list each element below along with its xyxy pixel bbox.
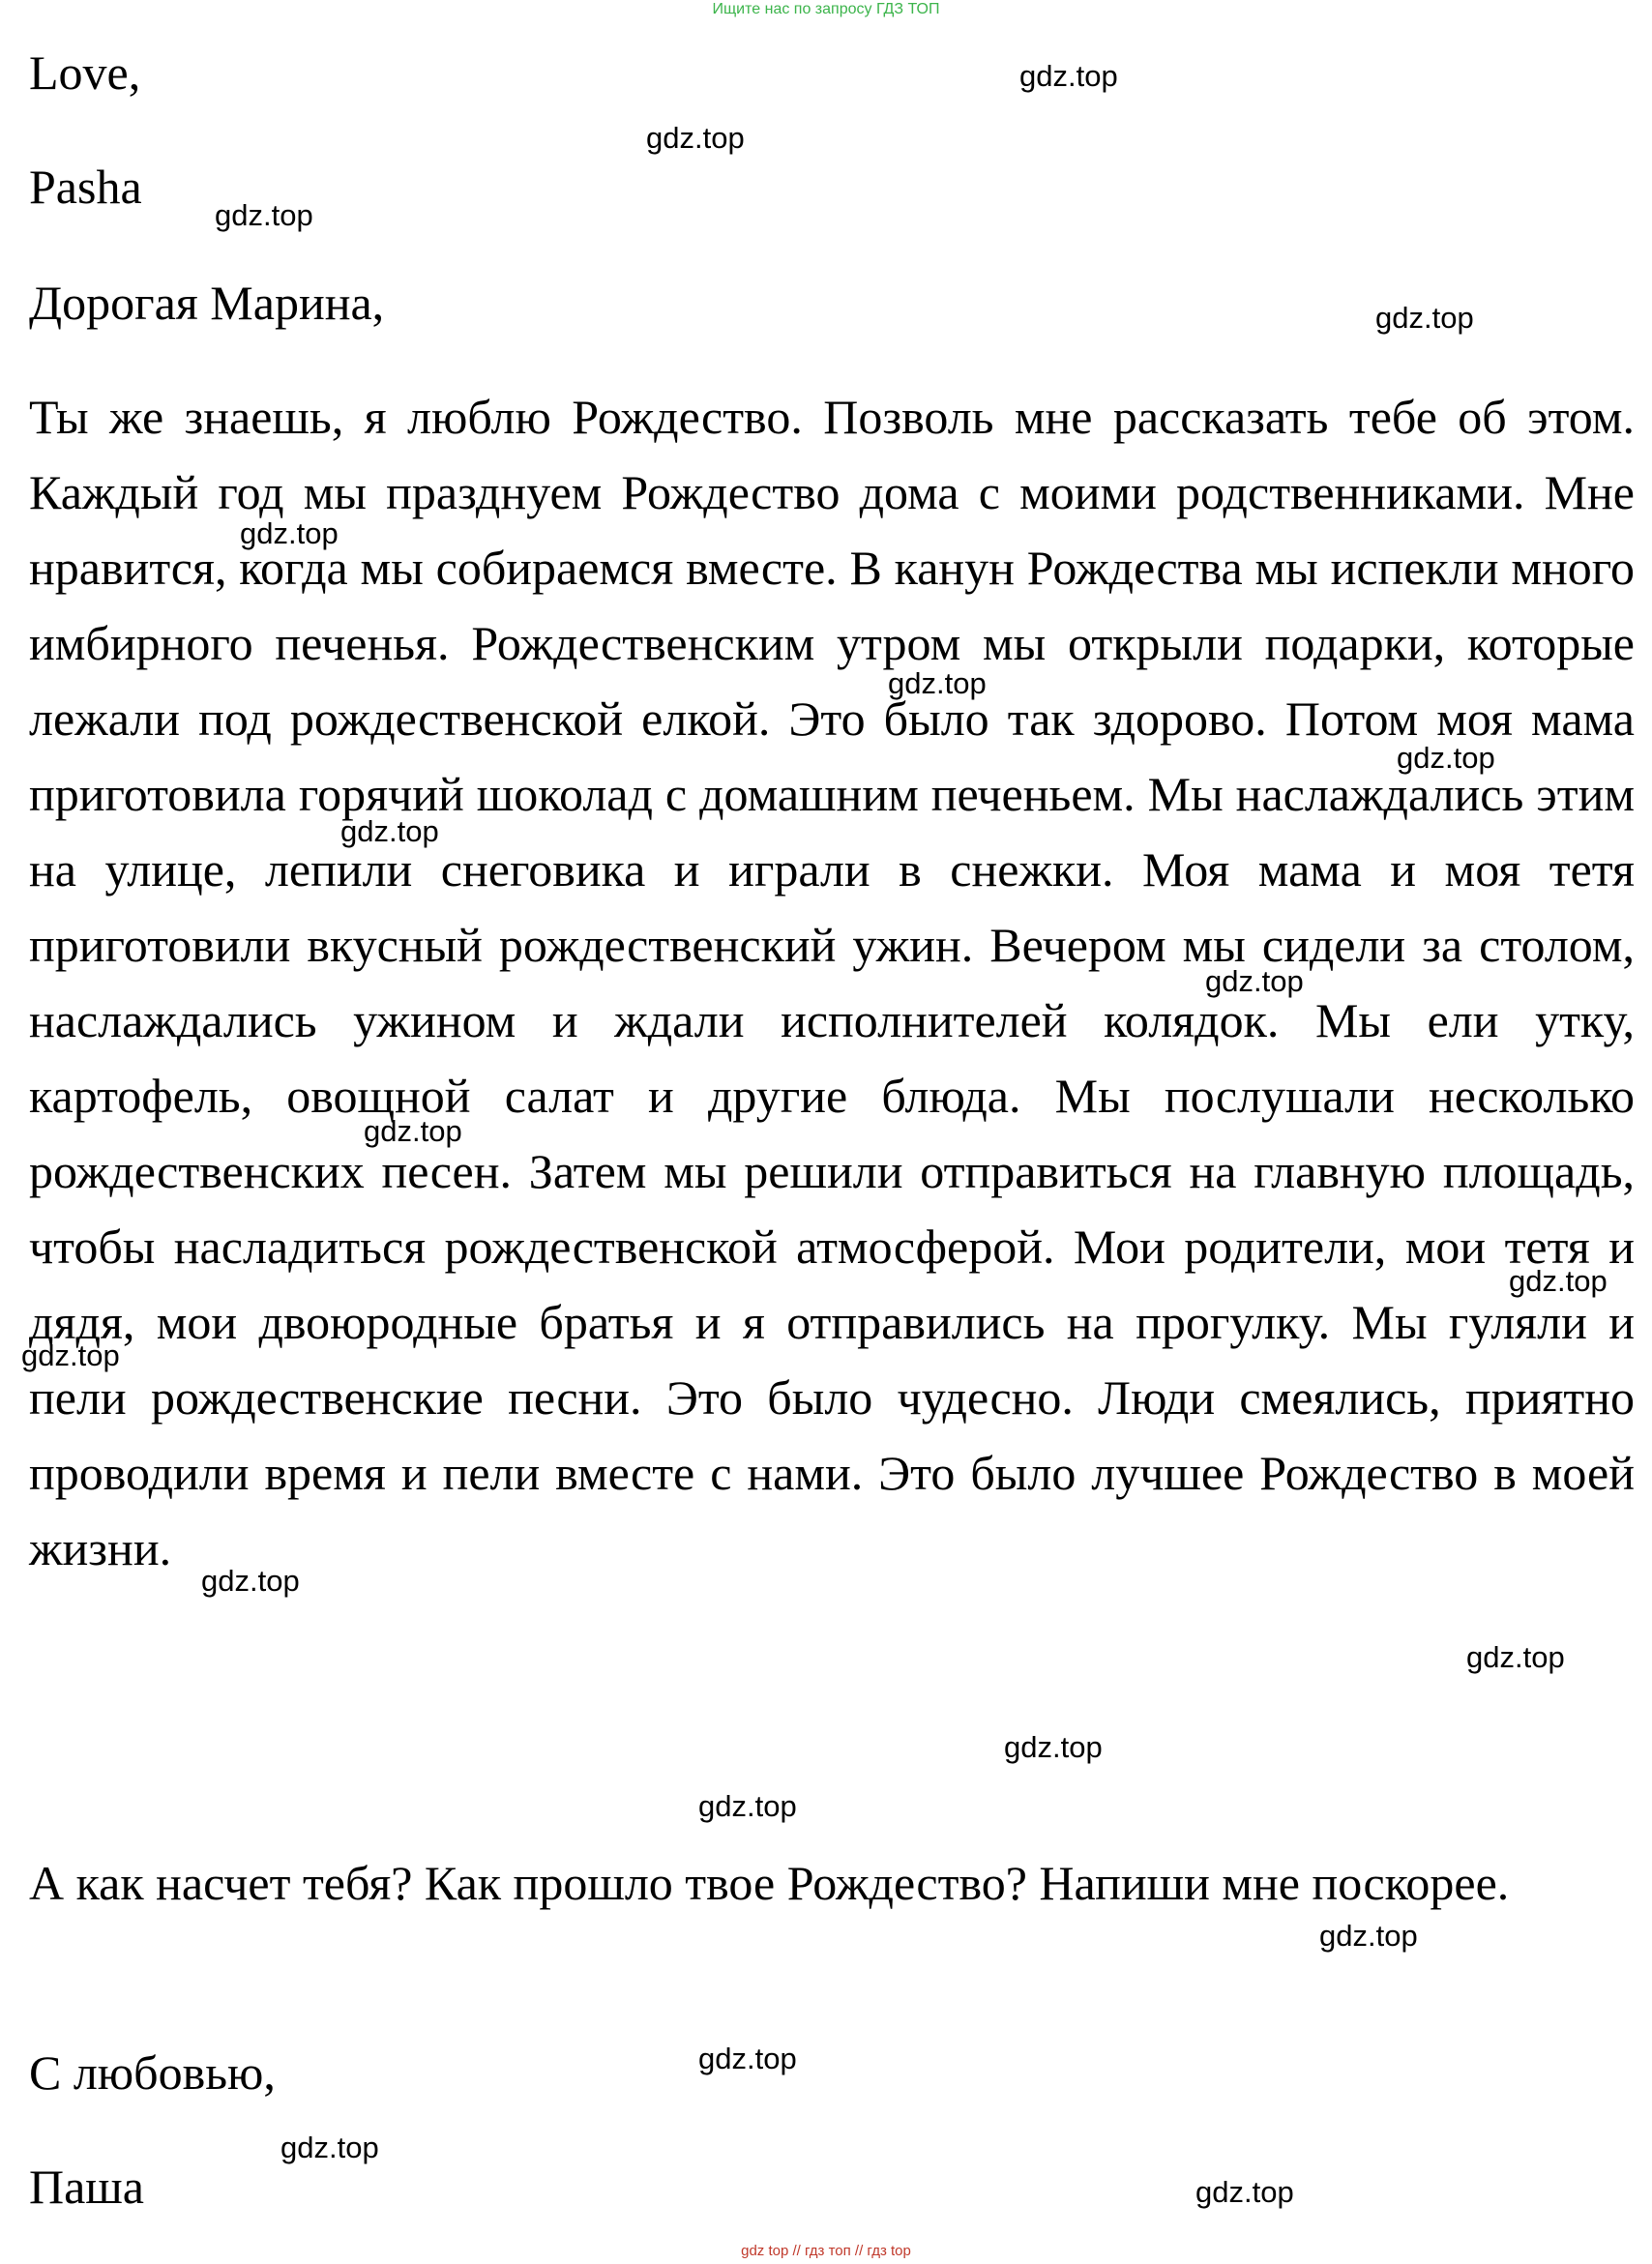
watermark: gdz.top <box>1466 1640 1565 1674</box>
footer-banner: gdz top // гдз топ // гдз top <box>741 2243 911 2259</box>
letter-greeting: Дорогая Марина, <box>29 276 385 330</box>
watermark: gdz.top <box>1319 1919 1418 1953</box>
watermark: gdz.top <box>646 121 745 155</box>
watermark: gdz.top <box>698 2042 797 2075</box>
watermark: gdz.top <box>340 814 439 848</box>
letter-signature: Паша <box>29 2160 144 2214</box>
watermark: gdz.top <box>21 1338 120 1372</box>
english-signature: Pasha <box>29 160 142 214</box>
header-banner: Ищите нас по запросу ГДЗ ТОП <box>712 1 940 17</box>
watermark: gdz.top <box>240 516 339 550</box>
watermark: gdz.top <box>1205 964 1304 998</box>
english-closing: Love, <box>29 45 141 100</box>
letter-question: А как насчет тебя? Как прошло твое Рождество? Напиши мне поскорее. <box>29 1856 1510 1910</box>
watermark: gdz.top <box>1195 2175 1294 2209</box>
watermark: gdz.top <box>1004 1730 1103 1764</box>
watermark: gdz.top <box>201 1564 300 1598</box>
letter-body: Ты же знаешь, я люблю Рождество. Позволь мне рассказать тебе об этом. Каждый год мы празднуем Рождество дома с моими родственниками. Мне нравится, когда мы собираемся вместе. В канун Рождества мы испекли много имбирного печенья. Рождественским утром мы открыли подарки, которые лежали под рождественской елкой. Это было так здорово. Потом моя мама приготовила горячий шоколад с домашним печеньем. Мы наслаждались этим на улице, лепили снеговика и играли в снежки. Моя мама и моя тетя приготовили вкусный рождественский ужин. Вечером мы сидели за столом, наслаждались ужином и ждали исполнителей колядок. Мы ели утку, картофель, овощной салат и другие блюда. Мы послушали несколько рождественских песен. Затем мы решили отправиться на главную площадь, чтобы насладиться рождественской атмосферой. Мои родители, мои тетя и дядя, мои двоюродные братья и я отправились на прогулку. Мы гуляли и пели рождественские песни. Это было чудесно. Люди смеялись, приятно проводили время и пели вместе с нами. Это было лучшее Рождество в моей жизни. <box>29 390 1635 1575</box>
watermark: gdz.top <box>1019 59 1118 93</box>
watermark: gdz.top <box>215 198 313 232</box>
watermark: gdz.top <box>1509 1264 1608 1298</box>
watermark: gdz.top <box>364 1114 462 1148</box>
watermark: gdz.top <box>280 2131 379 2164</box>
letter-closing: С любовью, <box>29 2045 276 2100</box>
watermark: gdz.top <box>1375 301 1474 335</box>
watermark: gdz.top <box>698 1789 797 1823</box>
watermark: gdz.top <box>888 666 987 700</box>
watermark: gdz.top <box>1397 741 1495 775</box>
